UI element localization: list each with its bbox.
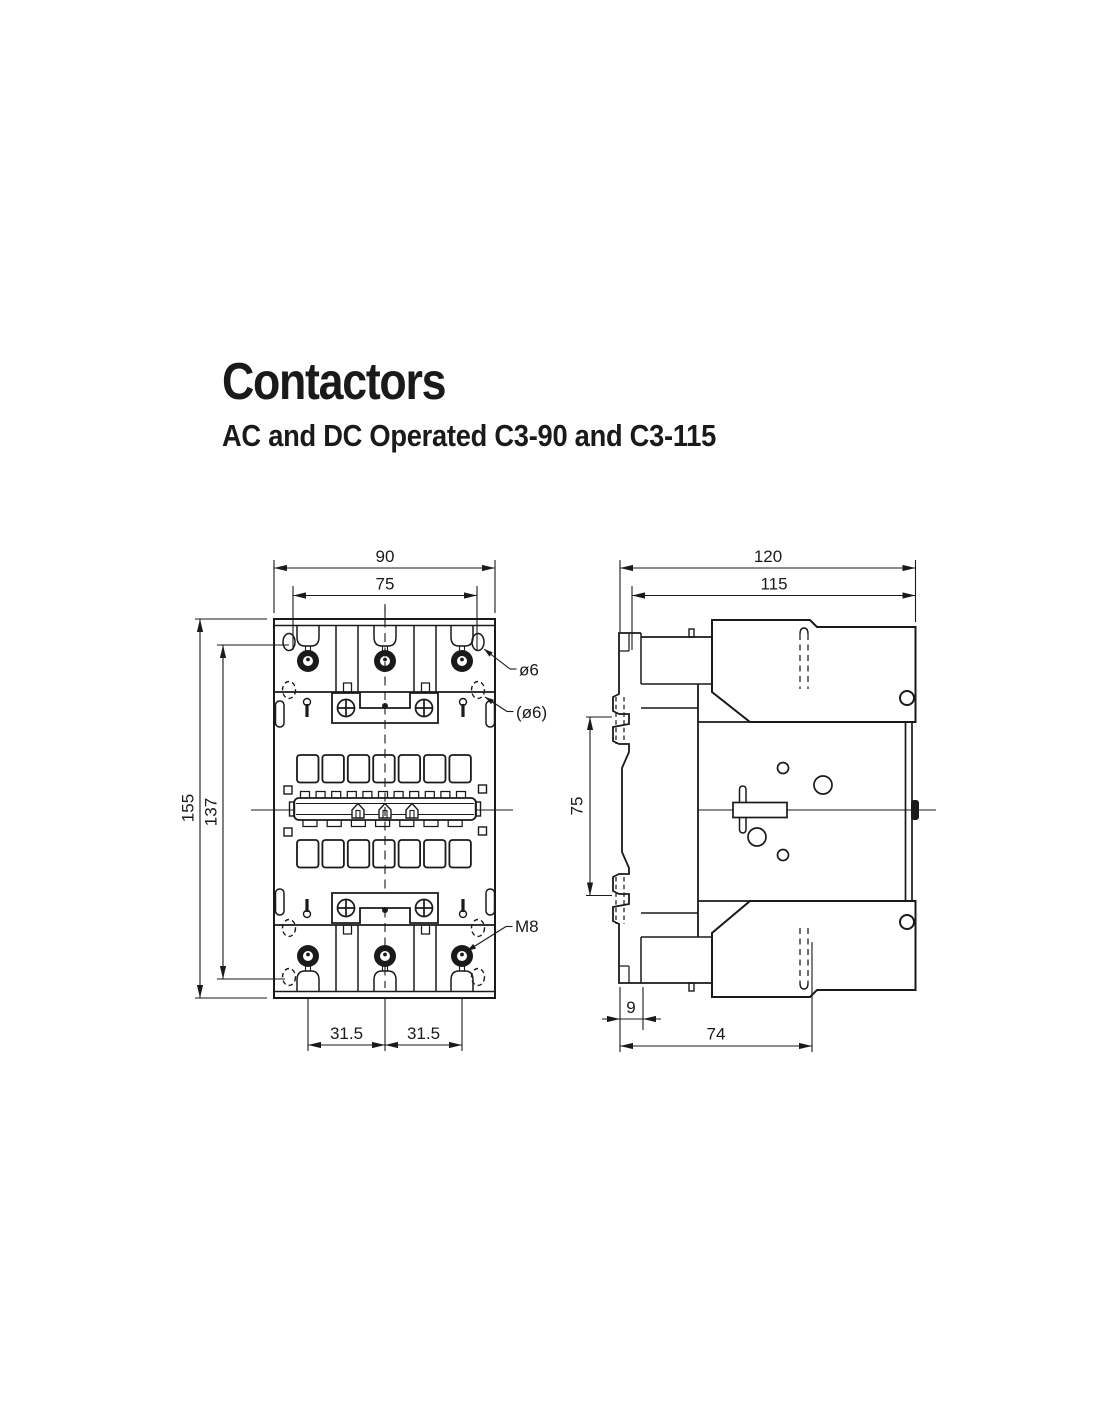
dim-front-height-outer: 155 xyxy=(178,793,198,823)
side-mechanism xyxy=(698,763,936,861)
label-terminal-thread: M8 xyxy=(515,917,539,936)
dim-front-width-outer: 90 xyxy=(375,547,395,566)
page-title: Contactors xyxy=(222,353,446,411)
din-rail-clip xyxy=(613,633,641,983)
side-view xyxy=(613,620,936,997)
page-subtitle: AC and DC Operated C3-90 and C3-115 xyxy=(222,418,717,453)
dim-front-width-inner: 75 xyxy=(375,574,395,594)
front-view xyxy=(251,604,513,998)
label-hole-lower: (ø6) xyxy=(516,703,548,722)
dim-side-clip-depth: 9 xyxy=(626,998,636,1017)
dim-front-height-inner: 137 xyxy=(201,797,221,827)
label-hole-upper: ø6 xyxy=(519,660,539,680)
side-body-outline xyxy=(698,620,916,997)
dim-side-base-depth: 74 xyxy=(706,1024,726,1044)
dim-side-rail-height: 75 xyxy=(567,796,587,816)
dim-side-depth-outer: 120 xyxy=(753,547,783,566)
dim-front-pitch-left: 31.5 xyxy=(329,1024,364,1043)
dim-side-depth-inner: 115 xyxy=(760,574,788,594)
dim-front-pitch-right: 31.5 xyxy=(406,1024,441,1043)
